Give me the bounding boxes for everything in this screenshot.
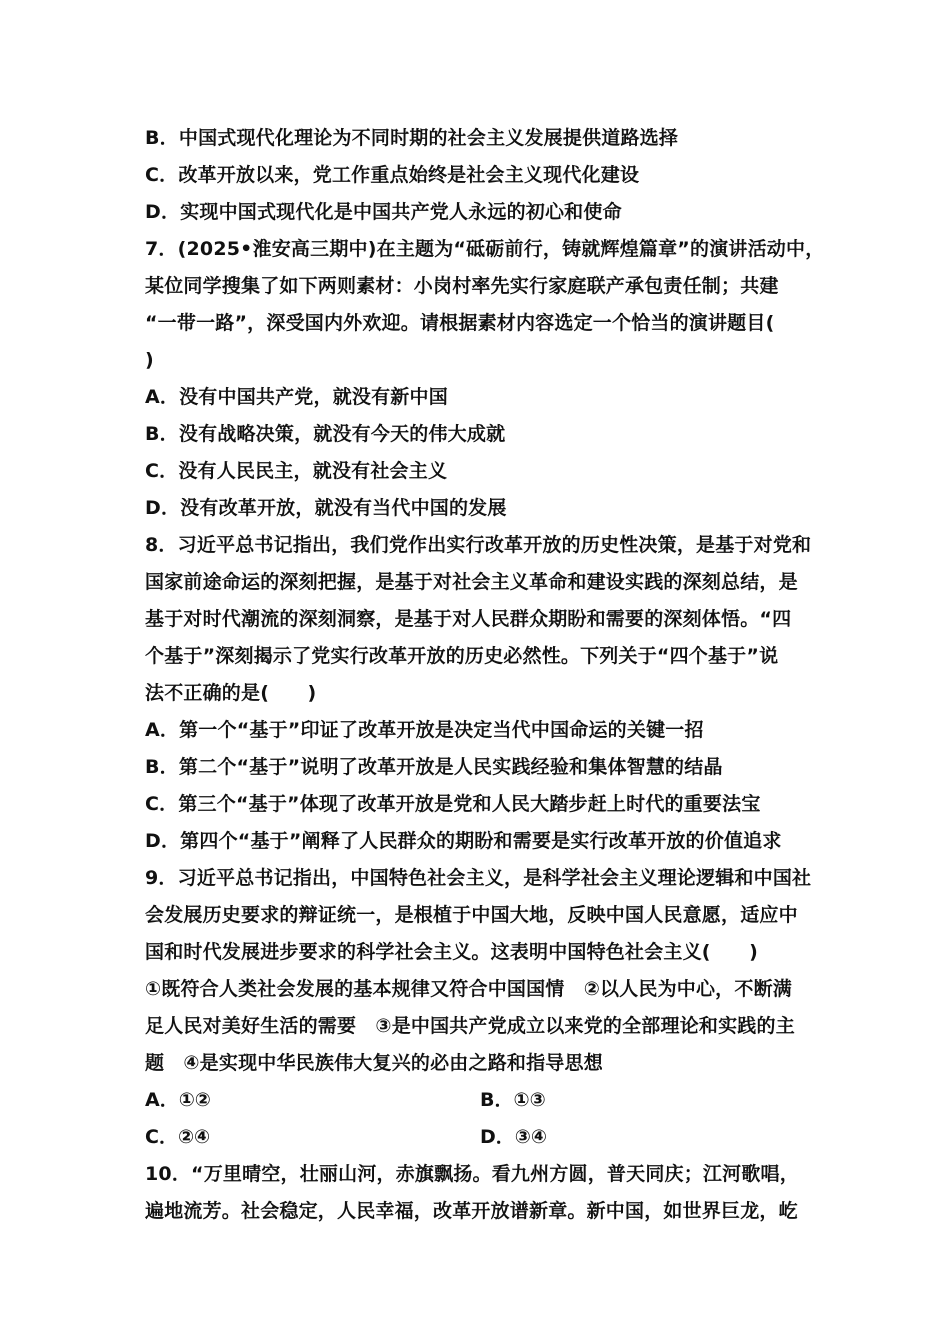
question-text-block [145, 120, 825, 1230]
q8-stem-line-5: 法不正确的是( ) [145, 682, 317, 704]
q7-stem-line-2: 某位同学搜集了如下两则素材：小岗村率先实行家庭联产承包责任制；共建 [145, 275, 779, 297]
q7-stem-line-1: 7．(2025•淮安高三期中)在主题为“砥砺前行，铸就辉煌篇章”的演讲活动中， [145, 238, 825, 260]
q8-stem-line-4: 个基于”深刻揭示了党实行改革开放的历史必然性。下列关于“四个基于”说 [145, 645, 779, 667]
q8-option-a: A．第一个“基于”印证了改革开放是决定当代中国命运的关键一招 [145, 719, 704, 741]
q9-option-b: B．①③ [480, 1089, 546, 1111]
q6-option-c: C．改革开放以来，党工作重点始终是社会主义现代化建设 [145, 164, 640, 186]
q8-option-c: C．第三个“基于”体现了改革开放是党和人民大踏步赶上时代的重要法宝 [145, 793, 761, 815]
q9-statements-line-3: 题 ④是实现中华民族伟大复兴的必由之路和指导思想 [145, 1052, 603, 1074]
q9-options-row-2 [145, 1119, 825, 1156]
q7-stem-line-3: “一带一路”，深受国内外欢迎。请根据素材内容选定一个恰当的演讲题目( [145, 312, 775, 334]
q6-option-b: B．中国式现代化理论为不同时期的社会主义发展提供道路选择 [145, 127, 679, 149]
q7-option-c: C．没有人民民主，就没有社会主义 [145, 460, 448, 482]
q7-option-d: D．没有改革开放，就没有当代中国的发展 [145, 497, 507, 519]
q9-statements-line-1: ①既符合人类社会发展的基本规律又符合中国国情 ②以人民为中心，不断满 [145, 978, 792, 1000]
q6-option-d: D．实现中国式现代化是中国共产党人永远的初心和使命 [145, 201, 622, 223]
q8-option-b: B．第二个“基于”说明了改革开放是人民实践经验和集体智慧的结晶 [145, 756, 723, 778]
q9-option-c: C．②④ [145, 1126, 211, 1148]
q9-stem-line-2: 会发展历史要求的辩证统一，是根植于中国大地，反映中国人民意愿，适应中 [145, 904, 798, 926]
q8-stem-line-3: 基于对时代潮流的深刻洞察，是基于对人民群众期盼和需要的深刻体悟。“四 [145, 608, 792, 630]
q9-option-a: A．①② [145, 1089, 211, 1111]
q7-option-a: A．没有中国共产党，就没有新中国 [145, 386, 448, 408]
q9-option-d: D．③④ [480, 1126, 547, 1148]
q9-options-row-1 [145, 1082, 825, 1119]
q10-stem-line-2: 遍地流芳。社会稳定，人民幸福，改革开放谱新章。新中国，如世界巨龙，屹 [145, 1200, 798, 1222]
q7-option-b: B．没有战略决策，就没有今天的伟大成就 [145, 423, 506, 445]
q8-option-d: D．第四个“基于”阐释了人民群众的期盼和需要是实行改革开放的价值追求 [145, 830, 782, 852]
q9-statements-line-2: 足人民对美好生活的需要 ③是中国共产党成立以来党的全部理论和实践的主 [145, 1015, 795, 1037]
q8-stem-line-2: 国家前途命运的深刻把握，是基于对社会主义革命和建设实践的深刻总结，是 [145, 571, 798, 593]
q7-stem-line-4: ) [145, 349, 154, 371]
q9-stem-line-3: 国和时代发展进步要求的科学社会主义。这表明中国特色社会主义( ) [145, 941, 758, 963]
q10-stem-line-1: 10．“万里晴空，壮丽山河，赤旗飘扬。看九州方圆，普天同庆；江河歌唱， [145, 1163, 799, 1185]
q9-stem-line-1: 9．习近平总书记指出，中国特色社会主义，是科学社会主义理论逻辑和中国社 [145, 867, 812, 889]
q8-stem-line-1: 8．习近平总书记指出，我们党作出实行改革开放的历史性决策，是基于对党和 [145, 534, 812, 556]
